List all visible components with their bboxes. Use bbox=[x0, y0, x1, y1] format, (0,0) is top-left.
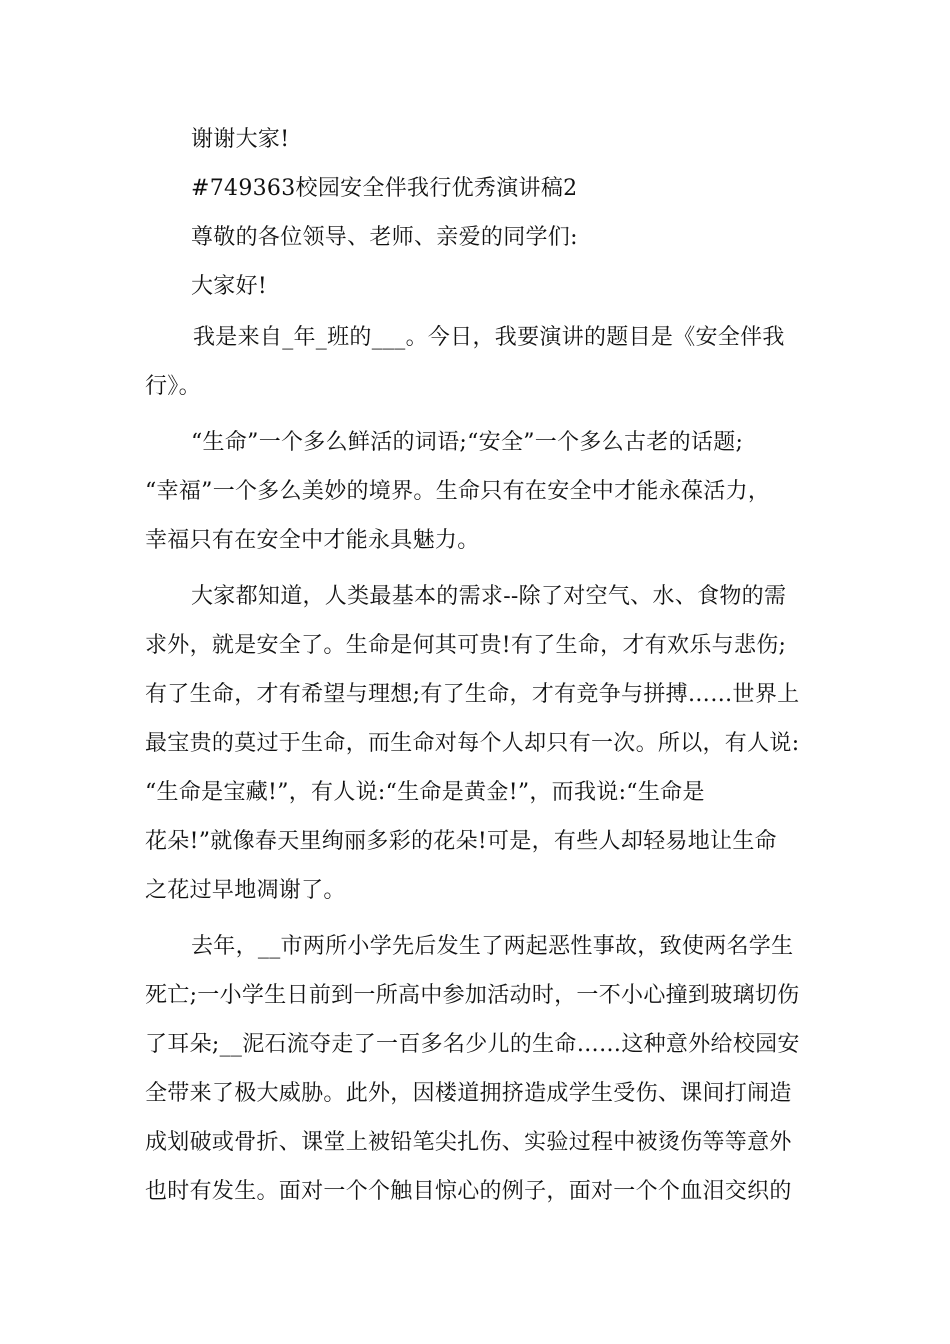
paragraph-life bbox=[145, 431, 825, 553]
speech-title: #749363校园安全伴我行优秀演讲稿2 bbox=[191, 176, 578, 201]
paragraph-needs bbox=[145, 585, 825, 903]
paragraph-line: 成划破或骨折、课堂上被铅笔尖扎伤、实验过程中被烫伤等等意外 bbox=[145, 1130, 792, 1155]
paragraph-line: 最宝贵的莫过于生命，而生命对每个人却只有一次。所以，有人说: bbox=[145, 731, 800, 756]
paragraph-line: 大家都知道，人类最基本的需求--除了对空气、水、食物的需 bbox=[191, 584, 787, 609]
paragraph-line: 有了生命，才有希望与理想;有了生命，才有竞争与拼搏……世界上 bbox=[145, 682, 800, 707]
salutation-line: 尊敬的各位领导、老师、亲爱的同学们: bbox=[191, 225, 578, 250]
paragraph-line: 了耳朵;__泥石流夺走了一百多名少儿的生命……这种意外给校园安 bbox=[145, 1032, 800, 1057]
paragraph-line: 之花过早地凋谢了。 bbox=[145, 878, 346, 903]
paragraph-line: 去年，__市两所小学先后发生了两起恶性事故，致使两名学生 bbox=[191, 934, 794, 959]
paragraph-line: “生命是宝藏!”，有人说:“生命是黄金!”，而我说:“生命是 bbox=[145, 780, 705, 805]
paragraph-line: 求外，就是安全了。生命是何其可贵!有了生命，才有欢乐与悲伤; bbox=[145, 633, 787, 658]
paragraph-incidents bbox=[145, 935, 825, 1204]
paragraph-line: 全带来了极大威胁。此外，因楼道拥挤造成学生受伤、课间打闹造 bbox=[145, 1081, 792, 1106]
paragraph-line: “生命”一个多么鲜活的词语;“安全”一个多么古老的话题; bbox=[191, 430, 744, 455]
paragraph-line: 花朵!”就像春天里绚丽多彩的花朵!可是，有些人却轻易地让生命 bbox=[145, 829, 777, 854]
paragraph-line: 死亡;一小学生日前到一所高中参加活动时，一不小心撞到玻璃切伤 bbox=[145, 983, 800, 1008]
paragraph-line: 我是来自_年_班的___。今日，我要演讲的题目是《安全伴我 bbox=[193, 325, 785, 350]
paragraph-line: 行》。 bbox=[145, 374, 201, 399]
document-body bbox=[145, 128, 825, 1204]
closing-line: 谢谢大家! bbox=[191, 127, 290, 152]
greeting-line: 大家好! bbox=[191, 274, 268, 299]
paragraph-line: 幸福只有在安全中才能永具魅力。 bbox=[145, 528, 480, 553]
paragraph-intro bbox=[145, 326, 825, 399]
paragraph-line: 也时有发生。面对一个个触目惊心的例子，面对一个个血泪交织的 bbox=[145, 1179, 792, 1204]
paragraph-line: “幸福”一个多么美妙的境界。生命只有在安全中才能永葆活力， bbox=[145, 479, 771, 504]
